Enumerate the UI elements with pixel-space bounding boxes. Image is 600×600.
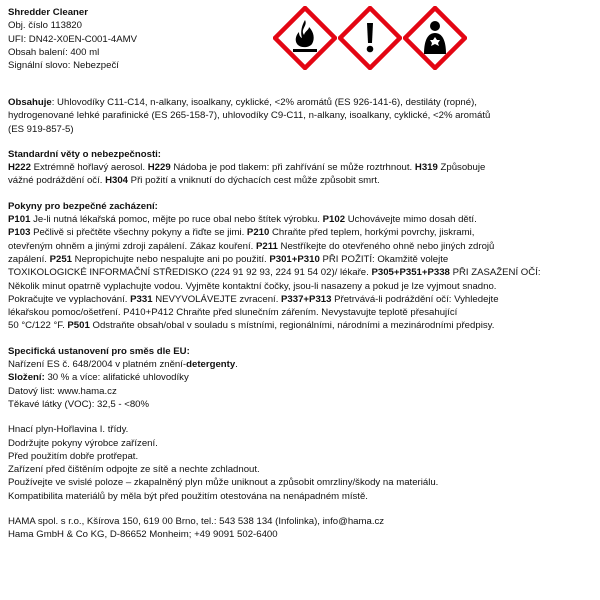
p211-text: Nestříkejte do otevřeného ohně nebo jiných zdrojů xyxy=(277,240,495,252)
object-number xyxy=(8,19,248,32)
composition-value: 30 % a více: alifatické uhlovodíky xyxy=(44,372,189,384)
eu-regulation-text: Nařízení ES č. 648/2004 v platném znění- xyxy=(8,359,187,371)
health-hazard-icon xyxy=(403,6,467,70)
p211-code: P211 xyxy=(255,240,278,252)
p501-text: Odstraňte obsah/obal v souladu s místními, regionálními, národními a mezinárodními předpisy. xyxy=(89,320,495,332)
eu-regulation-detergents: detergenty xyxy=(186,359,236,371)
footer-line-de: Hama GmbH & Co KG, D-86652 Monheim; +49 9091 502-6400 xyxy=(8,529,278,541)
contents-line-2: hydrogenované lehké parafinické (ES 265-158-7), uhlovodíky C9-C11, n-alkany, isoalkany, cyklické, <2% aromátů xyxy=(8,110,491,122)
note-line: Dodržujte pokyny výrobce zařízení. xyxy=(8,437,158,449)
p301-p310-text-cont: TOXIKOLOGICKÉ INFORMAČNÍ STŘEDISKO (224 91 92 93, 224 91 54 02)/ lékaře. xyxy=(8,267,372,279)
h319-text: Způsobuje xyxy=(437,162,486,174)
object-number-label: Obj. číslo xyxy=(8,20,48,32)
footer xyxy=(8,515,596,542)
p337-p313-code: P337+P313 xyxy=(281,293,332,305)
precaution-section xyxy=(8,200,596,333)
h229-text: Nádoba je pod tlakem: při zahřívání se může roztrhnout. xyxy=(170,162,415,174)
label-document xyxy=(8,6,596,542)
precaution-line-8: lékařskou pomoc/ošetření. P410+P412 Chraňte před slunečním zářením. Nevystavujte teplotě přesahující xyxy=(8,307,458,319)
ufi-value: DN42-X0EN-C001-4AMV xyxy=(28,33,138,45)
precaution-line-9 xyxy=(8,319,596,332)
p101-text: Je-li nutná lékařská pomoc, mějte po ruce obal nebo štítek výrobku. xyxy=(30,214,323,226)
hazard-section xyxy=(8,148,596,188)
p102-code: P102 xyxy=(322,214,346,226)
contents-line-1 xyxy=(8,96,596,109)
note-line: Před použitím dobře protřepat. xyxy=(8,450,139,462)
object-number-value: 113820 xyxy=(50,20,82,32)
h304-text: Při požití a vniknutí do dýchacích cest může způsobit smrt. xyxy=(128,175,380,187)
p210-text: Chraňte před teplem, horkými povrchy, jiskrami, xyxy=(269,227,475,239)
hazard-title: Standardní věty o nebezpečnosti: xyxy=(8,148,161,160)
header xyxy=(8,6,596,96)
eu-title: Specifická ustanovení pro směs dle EU: xyxy=(8,345,190,357)
p101-code: P101 xyxy=(8,214,31,226)
p103-code: P103 xyxy=(8,227,31,239)
footer-line-cz: HAMA spol. s r.o., Kšírova 150, 619 00 Brno, tel.: 543 538 134 (Infolinka), info@hama.cz xyxy=(8,516,385,528)
h222-code: H222 xyxy=(8,162,31,174)
hazard-line-1 xyxy=(8,161,596,174)
p501-code: P501 xyxy=(67,320,90,332)
precaution-line-4 xyxy=(8,253,596,266)
h229-code: H229 xyxy=(147,162,171,174)
precaution-line-6: Několik minut opatrně vyplachujte vodou. Vyjměte kontaktní čočky, jsou-li nasazeny a pokud je lze vyjmout snadno. xyxy=(8,280,497,292)
p251-text: Nepropichujte nebo nespalujte ani po použití. xyxy=(72,253,270,265)
ufi-label: UFI: xyxy=(8,33,27,45)
precaution-line-2 xyxy=(8,226,596,239)
eu-data-sheet: Datový list: www.hama.cz xyxy=(8,385,117,397)
p331-text: NEVYVOLÁVEJTE zvracení. xyxy=(152,293,282,305)
signal-word xyxy=(8,59,248,72)
signal-word-value: Nebezpečí xyxy=(73,60,119,72)
eu-regulation-end: . xyxy=(235,359,238,371)
hazard-line-2 xyxy=(8,174,596,187)
contents-line-3: (ES 919-857-5) xyxy=(8,123,74,135)
contents-section xyxy=(8,96,596,136)
eu-voc: Těkavé látky (VOC): 32,5 - <80% xyxy=(8,398,150,410)
h319-text-cont: vážné podráždění očí. xyxy=(8,175,106,187)
precaution-title: Pokyny pro bezpečné zacházení: xyxy=(8,200,158,212)
eu-regulation xyxy=(8,358,596,371)
p410-text-cont: 50 °C/122 °F. xyxy=(8,320,68,332)
p305-text: PŘI ZASAŽENÍ OČÍ: xyxy=(449,267,541,279)
h304-code: H304 xyxy=(105,175,129,187)
p305-code: P305+P351+P338 xyxy=(371,267,450,279)
note-line: Kompatibilita materiálů by měla být před použitím otestována na nenápadném místě. xyxy=(8,490,368,502)
precaution-line-1 xyxy=(8,213,596,226)
contents-text-1: : Uhlovodíky C11-C14, n-alkany, isoalkany, cyklické, <2% aromátů (ES 926-141-6), destiláty (ropné), xyxy=(51,97,477,108)
h319-code: H319 xyxy=(414,162,438,174)
contents-label: Obsahuje xyxy=(8,97,52,108)
note-line: Hnací plyn-Hořlavina I. třídy. xyxy=(8,424,129,436)
p251-code: P251 xyxy=(49,253,73,265)
p210-code: P210 xyxy=(246,227,270,239)
note-line: Používejte ve svislé poloze – zkapalněný plyn může uniknout a způsobit omrzliny/škody na materiálu. xyxy=(8,477,439,489)
precaution-line-7 xyxy=(8,293,596,306)
p337-p313-text: Přetrvává-li podráždění očí: Vyhledejte xyxy=(331,293,499,305)
p211-text-cont: zapálení. xyxy=(8,253,50,265)
notes-section xyxy=(8,423,596,503)
precaution-line-3 xyxy=(8,240,596,253)
composition-label: Složení: xyxy=(8,372,45,384)
h222-text: Extrémně hořlavý aerosol. xyxy=(30,162,148,174)
product-name: Shredder Cleaner xyxy=(8,7,88,18)
precaution-line-5 xyxy=(8,266,596,279)
package-content-value: 400 ml xyxy=(70,46,100,58)
p305-text-cont: Pokračujte ve vyplachování. xyxy=(8,293,131,305)
ufi xyxy=(8,33,248,46)
eu-composition xyxy=(8,371,596,384)
product-info xyxy=(8,6,248,72)
p103-text: Pečlivě si přečtěte všechny pokyny a řiďte se jimi. xyxy=(30,227,247,239)
exclamation-mark-icon xyxy=(338,6,402,70)
flame-icon xyxy=(273,6,337,70)
p210-text-cont: otevřeným ohněm a jinými zdroji zapálení. Zákaz kouření. xyxy=(8,240,256,252)
signal-word-label: Signální slovo: xyxy=(8,60,71,72)
p331-code: P331 xyxy=(130,293,153,305)
p301-p310-code: P301+P310 xyxy=(269,253,320,265)
package-content xyxy=(8,46,248,59)
eu-section xyxy=(8,345,596,411)
p102-text: Uchovávejte mimo dosah dětí. xyxy=(345,214,477,226)
note-line: Zařízení před čištěním odpojte ze sítě a nechte zchladnout. xyxy=(8,464,260,476)
p301-p310-text: PŘI POŽITÍ: Okamžitě volejte xyxy=(319,253,449,265)
package-content-label: Obsah balení: xyxy=(8,46,68,58)
